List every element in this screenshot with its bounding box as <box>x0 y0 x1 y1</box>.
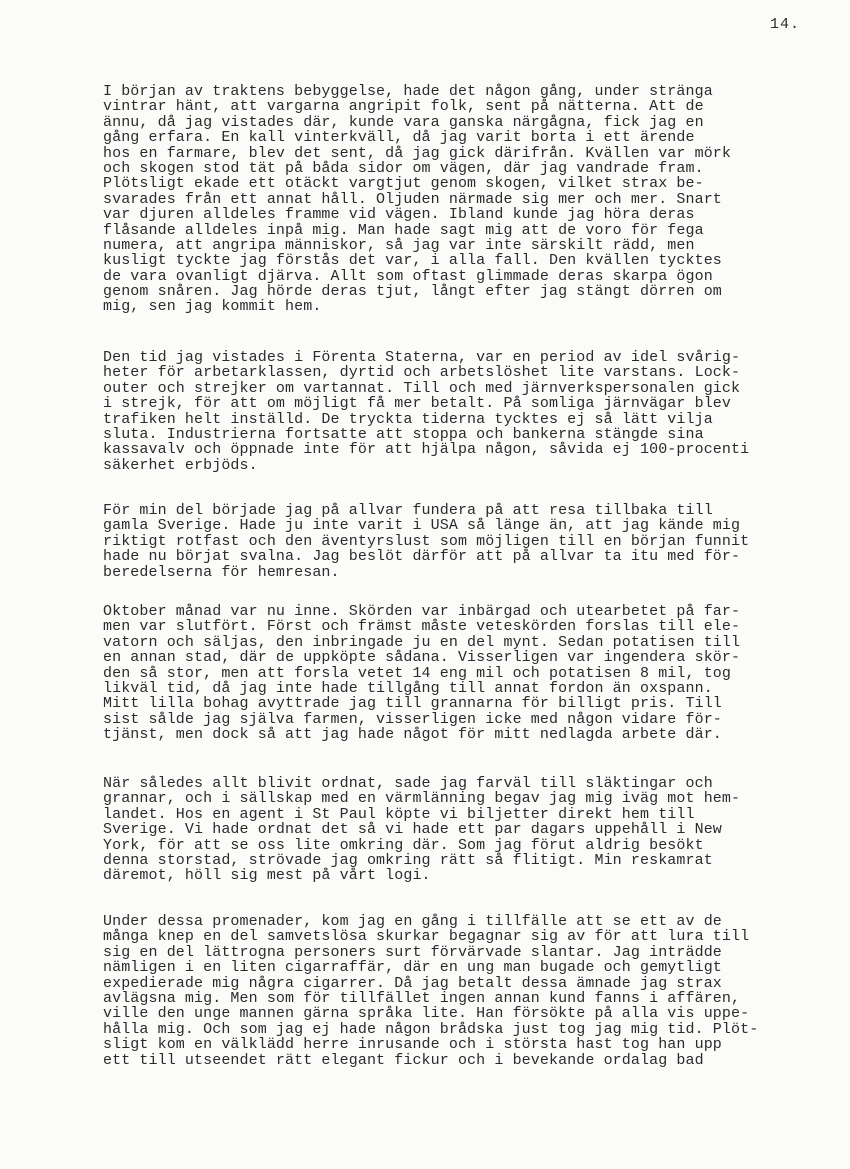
text-line: de vara ovanligt djärva. Allt som oftast glimmade deras skarpa ögon <box>103 267 713 285</box>
text-line: Den tid jag vistades i Förenta Staterna, var en period av idel svårig- <box>103 349 741 366</box>
text-line: mig, sen jag kommit hem. <box>103 298 322 316</box>
text-line: säkerhet erbjöds. <box>103 456 258 474</box>
paragraph-5 <box>103 776 833 884</box>
paragraph-6 <box>103 914 833 1068</box>
text-line: sligt kom en välklädd herre inrusande och i största hast tog han upp <box>103 1036 722 1054</box>
text-line: riktigt rotfast och den äventyrslust som möjligen till en början funnit <box>103 532 750 550</box>
text-line: den så stor, men att forsla vetet 14 eng mil och potatisen 8 mil, tog <box>103 664 732 682</box>
text-line: sluta. Industrierna fortsatte att stoppa och bankerna stängde sina <box>103 425 704 443</box>
text-line: hade nu börjat svalna. Jag beslöt därför att på allvar ta itu med för- <box>103 548 741 566</box>
text-line: svarades från ett annat håll. Oljuden närmade sig mer och mer. Snart <box>103 190 722 208</box>
text-line: gång erfara. En kall vinterkväll, då jag varit borta i ett ärende <box>103 129 695 147</box>
text-line: heter för arbetarklassen, dyrtid och arbetslöshet lite varstans. Lock- <box>103 364 741 382</box>
text-line: kassavalv och öppnade inte för att hjälpa någon, såvida ej 100-procenti <box>103 441 750 459</box>
text-line: hålla mig. Och som jag ej hade någon brådska just tog jag mig tid. Plöt- <box>103 1020 759 1038</box>
text-line: När således allt blivit ordnat, sade jag farväl till släktingar och <box>103 775 713 792</box>
text-line: var djuren alldeles framme vid vägen. Ibland kunde jag höra deras <box>103 206 695 224</box>
text-line: ville den unge mannen gärna språka lite. Han försökte på alla vis uppe- <box>103 1005 750 1023</box>
text-line: ännu, då jag vistades där, kunde vara ganska närgågna, fick jag en <box>103 113 704 131</box>
text-line: tjänst, men dock så att jag hade något för mitt nedlagda arbete där. <box>103 726 722 744</box>
text-line: likväl tid, då jag inte hade tillgång till annat fordon än oxspann. <box>103 679 713 697</box>
text-line: denna storstad, strövade jag omkring rätt så flitigt. Min reskamrat <box>103 851 713 869</box>
paragraph-2 <box>103 350 833 473</box>
text-line: däremot, höll sig mest på vårt logi. <box>103 867 431 885</box>
text-line: många knep en del samvetslösa skurkar begagnar sig av för att lura till <box>103 928 750 946</box>
text-line: trafiken helt inställd. De tryckta tiderna tycktes ej så lätt vilja <box>103 410 713 428</box>
text-line: genom snåren. Jag hörde deras tjut, långt efter jag stängt dörren om <box>103 283 722 301</box>
text-line: Plötsligt ekade ett otäckt vargtjut genom skogen, vilket strax be- <box>103 175 704 193</box>
text-line: Mitt lilla bohag avyttrade jag till grannarna för billigt pris. Till <box>103 695 722 713</box>
text-line: men var slutfört. Först och främst måste veteskörden forslas till ele- <box>103 618 741 636</box>
text-line: i strejk, för att om möjligt få mer betalt. På somliga järnvägar blev <box>103 395 732 413</box>
text-line: en annan stad, där de uppköpte sådana. Visserligen var ingendera skör- <box>103 649 741 667</box>
text-line: Oktober månad var nu inne. Skörden var inbärgad och utearbetet på far- <box>103 603 741 620</box>
paragraph-1 <box>103 84 833 315</box>
page-number: 14. <box>770 16 801 33</box>
text-line: kusligt tyckte jag förstås det var, i alla fall. Den kvällen tycktes <box>103 252 722 270</box>
text-line: expedierade mig några cigarrer. Då jag betalt dessa ämnade jag strax <box>103 974 722 992</box>
text-line: numera, att angripa människor, så jag var inte särskilt rädd, men <box>103 236 695 254</box>
text-line: York, för att se oss lite omkring där. Som jag förut aldrig besökt <box>103 836 704 854</box>
text-line: landet. Hos en agent i St Paul köpte vi biljetter direkt hem till <box>103 805 695 823</box>
text-line: outer och strejker om vartannat. Till och med järnverkspersonalen gick <box>103 379 741 397</box>
text-line: I början av traktens bebyggelse, hade det någon gång, under stränga <box>103 83 713 100</box>
paragraph-4 <box>103 604 833 743</box>
text-line: och skogen stod tät på båda sidor om vägen, där jag vandrade fram. <box>103 159 704 177</box>
text-line: ett till utseendet rätt elegant fickur och i bevekande ordalag bad <box>103 1051 704 1069</box>
text-line: Sverige. Vi hade ordnat det så vi hade ett par dagars uppehåll i New <box>103 821 722 839</box>
text-line: beredelserna för hemresan. <box>103 563 340 581</box>
text-line: sist sålde jag själva farmen, visserligen icke med någon vidare för- <box>103 710 722 728</box>
text-line: flåsande alldeles inpå mig. Man hade sagt mig att de voro för fega <box>103 221 704 239</box>
text-line: För min del började jag på allvar fundera på att resa tillbaka till <box>103 502 713 519</box>
text-line: Under dessa promenader, kom jag en gång i tillfälle att se ett av de <box>103 913 722 930</box>
paragraph-3 <box>103 503 833 580</box>
text-line: nämligen i en liten cigarraffär, där en ung man bugade och gemytligt <box>103 959 722 977</box>
text-line: hos en farmare, blev det sent, då jag gick därifrån. Kvällen var mörk <box>103 144 732 162</box>
text-line: grannar, och i sällskap med en värmlänning begav jag mig iväg mot hem- <box>103 790 741 808</box>
text-line: gamla Sverige. Hade ju inte varit i USA så länge än, att jag kände mig <box>103 517 741 535</box>
text-line: avlägsna mig. Men som för tillfället ingen annan kund fanns i affären, <box>103 989 741 1007</box>
text-line: vintrar hänt, att vargarna angripit folk, sent på nätterna. Att de <box>103 98 704 116</box>
text-line: vatorn och säljas, den inbringade ju en del mynt. Sedan potatisen till <box>103 633 741 651</box>
text-line: sig en del lättrogna personers surt förvärvade slantar. Jag inträdde <box>103 943 722 961</box>
